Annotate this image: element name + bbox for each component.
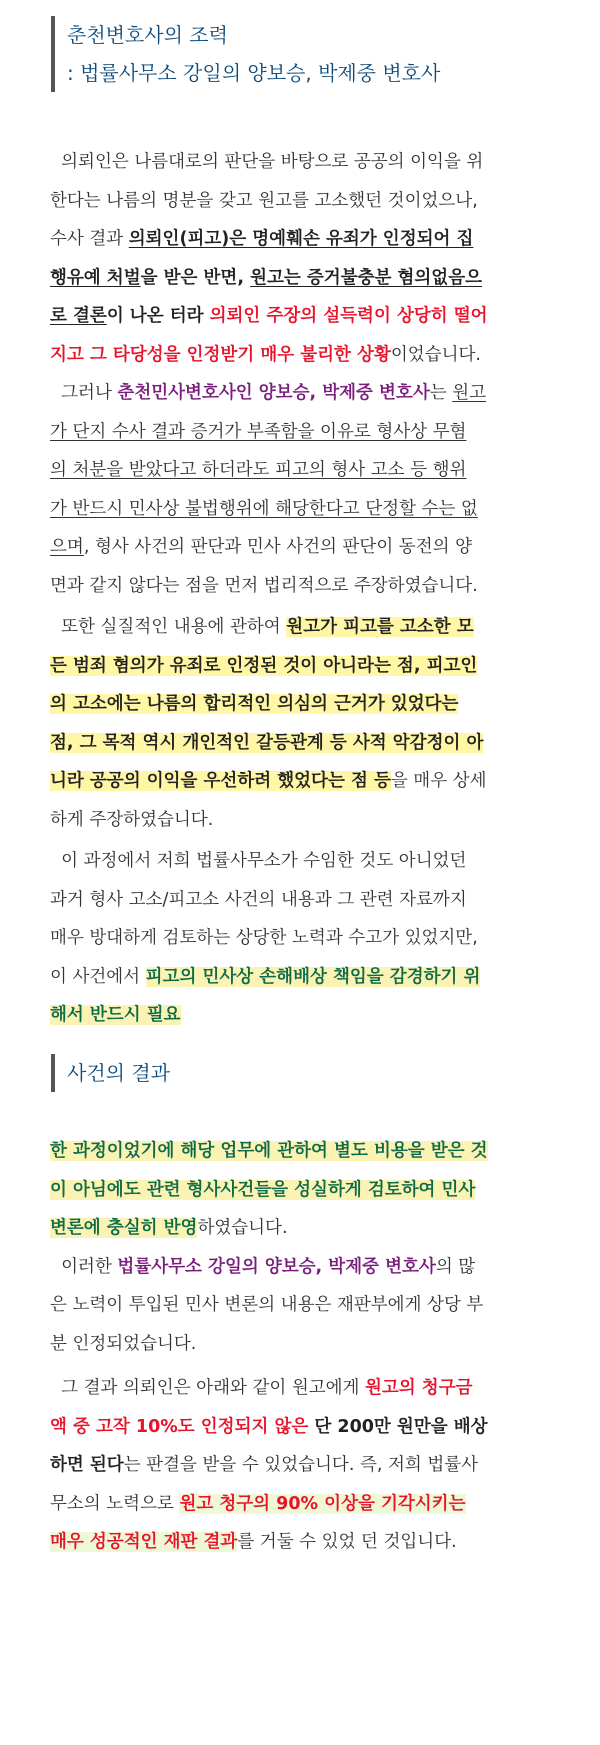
text: 이 나온 터라	[106, 306, 210, 326]
emphasis-text: 하면 된다	[50, 1455, 124, 1475]
highlight-green-text: 해서 반드시 필요	[50, 1005, 181, 1025]
text: 분 인정되었습니다.	[50, 1333, 197, 1354]
heading-line-1: 춘천변호사의 조력	[67, 23, 228, 47]
emphasis-text: 로 결론	[50, 306, 107, 326]
highlight-red-text: 액 중 고작 10%도 인정되지 않은	[50, 1416, 309, 1437]
paragraph-6	[50, 1369, 545, 1562]
text: 무소의 노력으로	[50, 1493, 180, 1514]
heading-line: 사건의 결과	[67, 1061, 170, 1085]
section-heading-result	[51, 1054, 170, 1092]
highlight-yellow-text: 점, 그 목적 역시 개인적인 갈등관계 등 사적 악감정이 아	[50, 732, 484, 753]
paragraph-1	[50, 143, 545, 374]
text: 의 많	[435, 1256, 476, 1277]
text: 의뢰인은 나름대로의 판단을 바탕으로 공공의 이익을 위	[61, 152, 484, 172]
highlight-red-text: 원고 청구의 90% 이상을 기각시키는	[179, 1493, 466, 1514]
heading-line-2: : 법률사무소 강일의 양보승, 박제중 변호사	[67, 61, 441, 85]
underlined-text: 가 반드시 민사상 불법행위에 해당한다고 단정할 수는 없	[50, 498, 478, 519]
highlight-yellow-text: 원고가 피고를 고소한 모	[286, 617, 474, 637]
highlight-green-text: 피고의 민사상 손해배상 책임을 감경하기 위	[145, 966, 481, 987]
text: 한다는 나름의 명분을 갖고 원고를 고소했던 것이었으나,	[50, 190, 478, 211]
text: 이 사건에서	[50, 966, 146, 987]
emphasis-text: 단 200만 원만을 배상	[308, 1416, 488, 1437]
text: 그 결과 의뢰인은 아래와 같이 원고에게	[61, 1378, 365, 1398]
text: 을 매우 상세	[390, 771, 487, 791]
text: 는 판결을 받을 수 있었습니다. 즉, 저희 법률사	[123, 1455, 479, 1475]
emphasis-text: 의뢰인(피고)은 명예훼손 유죄가 인정되어 집	[128, 229, 474, 249]
emphasis-text: 행유예 처벌	[50, 267, 141, 288]
text: 과거 형사 고소/피고소 사건의 내용과 그 관련 자료까지	[50, 889, 467, 910]
text: 이 과정에서 저희 법률사무소가 수임한 것도 아니었던	[61, 851, 467, 871]
text: 또한 실질적인 내용에 관하여	[61, 617, 287, 637]
text: 을 받은 반면,	[140, 267, 251, 288]
underlined-text: 의 처분을 받았다고 하더라도 피고의 형사 고소 등 행위	[50, 460, 467, 480]
highlight-red-text: 매우 성공적인 재판 결과	[50, 1532, 238, 1552]
highlight-green-text: 변론에 충실히 반영	[50, 1218, 198, 1238]
highlight-red-text: 원고의 청구금	[365, 1378, 473, 1398]
text: 하게 주장하였습니다.	[50, 809, 214, 830]
emphasis-text: 원고는 증거불충분 혐의없음으	[250, 267, 483, 288]
highlight-yellow-text: 니라 공공의 이익을 우선하려 했었다는 점 등	[50, 771, 391, 791]
underlined-text: 원고	[452, 383, 487, 403]
paragraph-5	[50, 1132, 545, 1363]
text: 는	[429, 383, 453, 403]
section-heading-counsel	[51, 16, 440, 92]
text: 면과 같지 않다는 점을 먼저 법리적으로 주장하였습니다.	[50, 575, 478, 596]
highlight-red-text: 의뢰인 주장의 설득력이 상당히 떨어	[209, 306, 488, 326]
text: 수사 결과	[50, 229, 129, 249]
text: 그러나	[61, 383, 118, 403]
paragraph-2	[50, 374, 545, 605]
paragraph-4	[50, 842, 545, 1035]
text: 이러한	[61, 1256, 118, 1277]
lawyer-name-text: 춘천민사변호사인 양보승, 박제중 변호사	[117, 383, 430, 403]
text: 매우 방대하게 검토하는 상당한 노력과 수고가 있었지만,	[50, 928, 478, 948]
text: 이었습니다.	[390, 344, 481, 365]
text: 를 거둘 수 있었 던 것입니다.	[237, 1532, 457, 1552]
highlight-green-text: 한 과정이었기에 해당 업무에 관하여 별도 비용을 받은 것	[50, 1141, 488, 1161]
highlight-green-text: 이 아님에도 관련 형사사건들을 성실하게 검토하여 민사	[50, 1179, 476, 1200]
highlight-yellow-text: 든 범죄 혐의가 유죄로 인정된 것이 아니라는 점, 피고인	[50, 655, 478, 676]
underlined-text: 으며	[50, 537, 84, 557]
lawyer-name-text: 법률사무소 강일의 양보승, 박제중 변호사	[117, 1256, 436, 1277]
underlined-text: 가 단지 수사 결과 증거가 부족함을 이유로 형사상 무혐	[50, 421, 467, 442]
text: 은 노력이 투입된 민사 변론의 내용은 재판부에게 상당 부	[50, 1295, 484, 1315]
highlight-yellow-text: 의 고소에는 나름의 합리적인 의심의 근거가 있었다는	[50, 694, 459, 714]
paragraph-3	[50, 608, 545, 839]
text: 하였습니다.	[197, 1218, 288, 1238]
highlight-red-text: 지고 그 타당성을 인정받기 매우 불리한 상황	[50, 344, 391, 365]
text: , 형사 사건의 판단과 민사 사건의 판단이 동전의 양	[83, 537, 472, 557]
